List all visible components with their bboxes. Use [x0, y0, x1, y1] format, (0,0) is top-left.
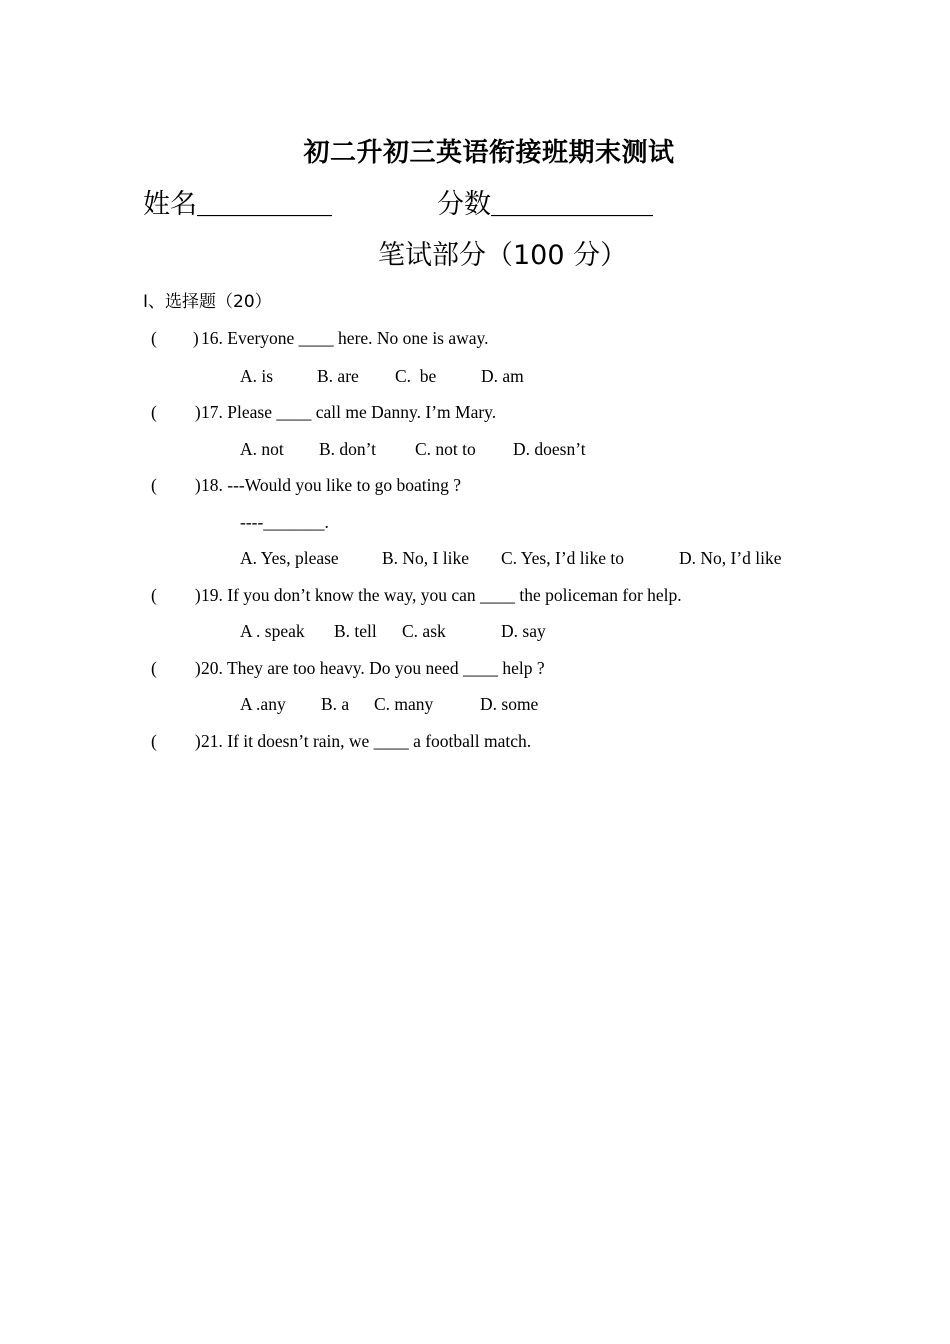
option-b: B. tell [334, 621, 377, 641]
question-number: 17. [201, 402, 223, 422]
question-number: 19. [201, 585, 223, 605]
question-16 [151, 328, 489, 349]
section-heading: I、选择题（20） [143, 292, 272, 312]
option-b: B. don’t [319, 439, 377, 459]
option-c: C. Yes, I’d like to [501, 548, 624, 568]
question-20 [151, 658, 545, 679]
question-text: If you don’t know the way, you can ____ the policeman for help. [227, 585, 682, 605]
option-a: A. Yes, please [240, 548, 339, 568]
option-d: D. some [480, 694, 539, 714]
option-a: A .any [240, 694, 286, 714]
option-d: D. doesn’t [513, 439, 586, 459]
option-c: C. ask [402, 621, 446, 641]
question-text: ---Would you like to go boating ? [227, 475, 462, 495]
answer-blank: ( ) [151, 658, 201, 678]
option-b: B. are [317, 366, 359, 386]
option-a: A. not [240, 439, 284, 459]
answer-blank: ( ) [151, 328, 199, 348]
section-subtitle: 笔试部分（100 分） [378, 240, 628, 271]
reply-line-18: ----_______. [240, 512, 329, 532]
option-a: A. is [240, 366, 274, 386]
option-d: D. say [501, 621, 546, 641]
option-b: B. a [321, 694, 350, 714]
option-c: C. not to [415, 439, 476, 459]
question-text: Everyone ____ here. No one is away. [227, 328, 489, 348]
question-21 [151, 731, 531, 752]
option-c: C. many [374, 694, 434, 714]
answer-blank: ( ) [151, 402, 201, 422]
question-17 [151, 402, 496, 423]
question-text: Please ____ call me Danny. I’m Mary. [227, 402, 497, 422]
option-d: D. No, I’d like [679, 548, 782, 568]
question-number: 16. [201, 328, 223, 348]
answer-blank: ( ) [151, 585, 201, 605]
question-18 [151, 475, 461, 496]
score-field: 分数＿＿＿＿＿＿ [437, 189, 653, 220]
option-b: B. No, I like [382, 548, 470, 568]
exam-title: 初二升初三英语衔接班期末测试 [303, 138, 675, 168]
question-text: They are too heavy. Do you need ____ help ? [226, 658, 545, 678]
question-number: 18. [201, 475, 223, 495]
option-a: A . speak [240, 621, 305, 641]
answer-blank: ( ) [151, 731, 201, 751]
question-text: If it doesn’t rain, we ____ a football match. [227, 731, 532, 751]
option-d: D. am [481, 366, 524, 386]
question-19 [151, 585, 682, 606]
question-number: 20. [201, 658, 223, 678]
question-number: 21. [201, 731, 223, 751]
option-c: C. be [395, 366, 437, 386]
name-field: 姓名＿＿＿＿＿ [143, 189, 332, 220]
answer-blank: ( ) [151, 475, 201, 495]
